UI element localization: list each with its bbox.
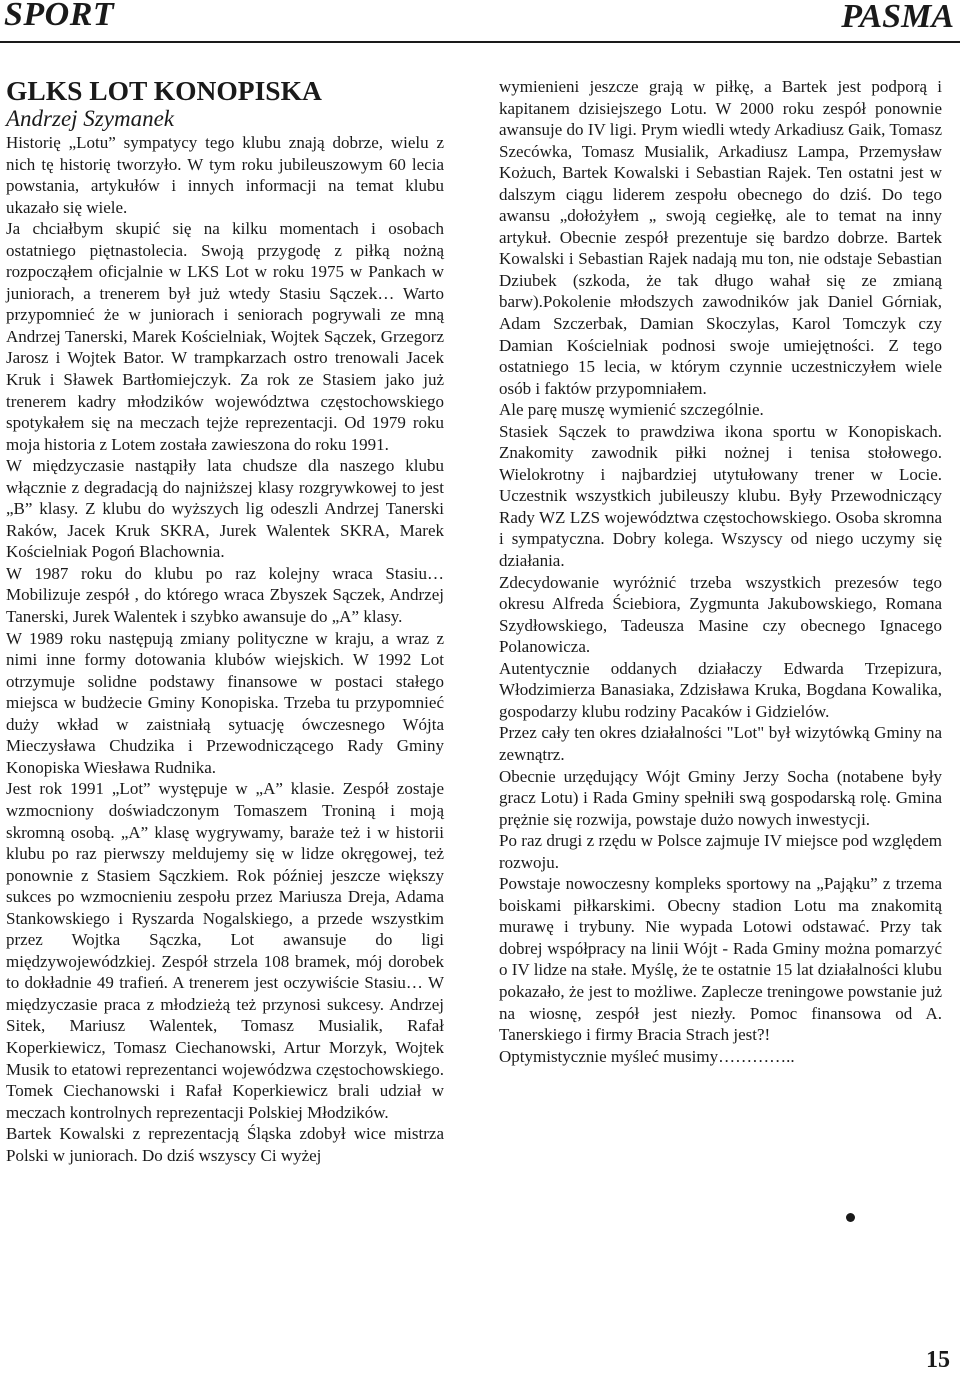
paragraph: wymienieni jeszcze grają w piłkę, a Bartek jest podporą i kapitanem dzisiejszego Lotu. W 2000 roku zespół ponownie awansuje do IV ligi. Prym wiedli wtedy Arkadiusz Gaik, Tomasz Szecówka, Tomasz Musialik, Arkadiusz Lampa, Przemysław Kożuch, Bartek Kowalski i Sebastian Rajek. Ten ostatni jest w dalszym ciągu liderem zespołu obecnego do dziś. Do tego awansu „dołożyłem „ swoją cegiełkę, ale to temat na inny artykuł. Obecnie zespół prezentuje się bardzo dobrze. Bartek Kowalski i Sebastian Rajek nadają mu ton, nie odstaje Sebastian Dziubek (szkoda, że tak długo wahał się ze zmianą barw).Pokolenie młodszych zawodników jak Daniel Górniak, Adam Szczerbak, Damian Skoczylas, Karol Tomczyk czy Damian Kościelniak podnosi swoje umiejętności. Z tego ostatniego 15 lecia, w którym czynnie uczestniczyłem wiele osób i faktów przypomniałem. xyxy=(499,77,942,398)
article-title: GLKS LOT KONOPISKA xyxy=(6,75,322,106)
paragraph: Bartek Kowalski z reprezentacją Śląska zdobył wice mistrza Polski w juniorach. Do dziś wszyscy Ci wyżej xyxy=(6,1124,444,1165)
paragraph: Zdecydowanie wyróżnić trzeba wszystkich prezesów tego okresu Alfreda Ściebiora, Zygmunta Jakubowskiego, Romana Szydłowskiego, Tadeusza Masine czy obecnego Ignacego Polanowicza. xyxy=(499,572,942,657)
paragraph: Autentycznie oddanych działaczy Edwarda Trzepizura, Włodzimierza Banasiaka, Zdzisława Kruka, Bogdana Kowalika, gospodarzy klubu rodziny Pacaków i Gidzielów. xyxy=(499,658,942,721)
paragraph: Jest rok 1991 „Lot” występuje w „A” klasie. Zespół zostaje wzmocniony doświadczonym Tomaszem Troniną i moją skromną osobą. „A” klasę wygrywamy, baraże też i w historii klubu po raz pierwszy meldujemy się w lidze okręgowej, też ponownie z Stasiem Sączkiem. Rok później jeszcze większy sukces po wzmocnieniu zespołu przez Mariusza Dreja, Adama Stankowskiego i Ryszarda Nogalskiego, a przede wszystkim przez Wojtka Sączka, Lot awansuje do ligi międzywojewódzkiej. Zespół strzela 108 bramek, mój dorobek to dokładnie 49 trafień. A trenerem jest oczywiście Stasiu… W międzyczasie praca z młodzieżą też przynosi sukcesy. Andrzej Sitek, Mariusz Walentek, Tomasz Musialik, Rafał Koperkiewicz, Tomasz Ciechanowski, Artur Morzyk, Wojtek Musik to etatowi reprezentanci wojewódzwa częstochowskiego. Tomek Ciechanowski i Rafał Koperkiewicz brali udział w meczach kontrolnych reprezentacji Polskiej Młodzików. xyxy=(6,779,444,1122)
paragraph: Stasiek Sączek to prawdziwa ikona sportu w Konopiskach. Znakomity zawodnik piłki nożnej i tenisa stołowego. Wielokrotny i najbardziej utytułowany trener w Locie. Uczestnik wszystkich jubileuszy klubu. Były Przewodniczący Rady WZ LZS województwa częstochowskiego. Osoba skromna i sympatyczna. Dobry kolega. Wszyscy od niego uczymy się działania. xyxy=(499,421,942,571)
paragraph: W międzyczasie nastąpiły lata chudsze dla naszego klubu włącznie z degradacją do najniższej klasy rozgrywkowej to jest „B” klasy. Z klubu do wyższych lig odeszli Andrzej Tanerski Raków, Jacek Kruk SKRA, Jurek Walentek SKRA, Marek Kościelniak Pogoń Blachownia. xyxy=(6,456,444,562)
paragraph: Przez cały ten okres działalności "Lot" był wizytówką Gminy na zewnątrz. xyxy=(499,723,942,764)
section-label: SPORT xyxy=(4,0,115,33)
article-author: Andrzej Szymanek xyxy=(6,106,174,131)
publication-label: PASMA xyxy=(841,0,954,35)
paragraph: W 1989 roku następują zmiany polityczne w kraju, a wraz z nimi inne formy dotowania klubów wiejskich. W 1992 Lot otrzymuje solidne podstawy finansowe w postaci stałego miejsca w budżecie Gminy Konopiska. Trzeba tu przypomnieć duży wkład w zaistniałą sytuację ówczesnego Wójta Mieczysława Chudzika i Przewodniczącego Rady Gminy Konopiska Wiesława Rudnika. xyxy=(6,628,444,777)
paragraph: Historię „Lotu” sympatycy tego klubu znają dobrze, wielu z nich tę historię tworzyło. W tym roku jubileuszowym 60 lecia powstania, artykułów i innych informacji na temat klubu ukazało się wiele. xyxy=(6,133,444,217)
end-bullet-icon xyxy=(846,1213,855,1222)
page-header xyxy=(0,0,960,48)
header-rule xyxy=(0,41,960,43)
paragraph: Ale parę muszę wymienić szczególnie. xyxy=(499,400,764,420)
paragraph: Optymistycznie myśleć musimy………….. xyxy=(499,1046,795,1066)
page-number: 15 xyxy=(926,1347,950,1373)
paragraph: W 1987 roku do klubu po raz kolejny wraca Stasiu… Mobilizuje zespół , do którego wraca Zbyszek Sączek, Andrzej Tanerski, Jurek Walentek i szybko awansuje do „A” klasy. xyxy=(6,563,444,627)
paragraph: Ja chciałbym skupić się na kilku momentach i osobach ostatniego piętnastolecia. Swoją przygodę z piłką nożną rozpocząłem oficjalnie w LKS Lot w roku 1975 w Pankach w juniorach, a trenerem był już wtedy Stasiu Sączek… Warto przypomnieć że w juniorach i seniorach pogrywali ze mną Andrzej Tanerski, Marek Kościelniak, Wojtek Sączek, Grzegorz Jarosz i Wojtek Bator. W trampkarzach ostro trenowali Jacek Kruk i Sławek Bartłomiejczyk. Za rok ze Stasiem jako już trenerem kadry młodzików województwa częstochowskiego spotykałem się na meczach tejże reprezentacji. Od 1979 roku moja historia z Lotem została zawieszona do roku 1991. xyxy=(6,219,444,454)
left-column xyxy=(6,72,444,1166)
right-column xyxy=(499,76,942,1067)
paragraph: Po raz drugi z rzędu w Polsce zajmuje IV miejsce pod względem rozwoju. xyxy=(499,831,942,872)
paragraph: Powstaje nowoczesny kompleks sportowy na „Pająku” z trzema boiskami piłkarskimi. Obecny stadion Lotu ma znakomitą murawę i trybuny. Nie wypada Lotowi odstawać. Przy tak dobrej współpracy na linii Wójt - Rada Gminy można pomarzyć o IV lidze na stałe. Myślę, że te ostatnie 15 lat działalności klubu pokazało, że jest to możliwe. Zaplecze treningowe powstanie już na wiosnę, zespół jest niezły. Pomoc finansowa od A. Tanerskiego i firmy Bracia Strach jest?! xyxy=(499,874,942,1045)
paragraph: Obecnie urzędujący Wójt Gminy Jerzy Socha (notabene były gracz Lotu) i Rada Gminy spełniłi swą gospodarską rolę. Gmina prężnie się rozwija, powstaje dużo nowych inwestycji. xyxy=(499,766,942,829)
